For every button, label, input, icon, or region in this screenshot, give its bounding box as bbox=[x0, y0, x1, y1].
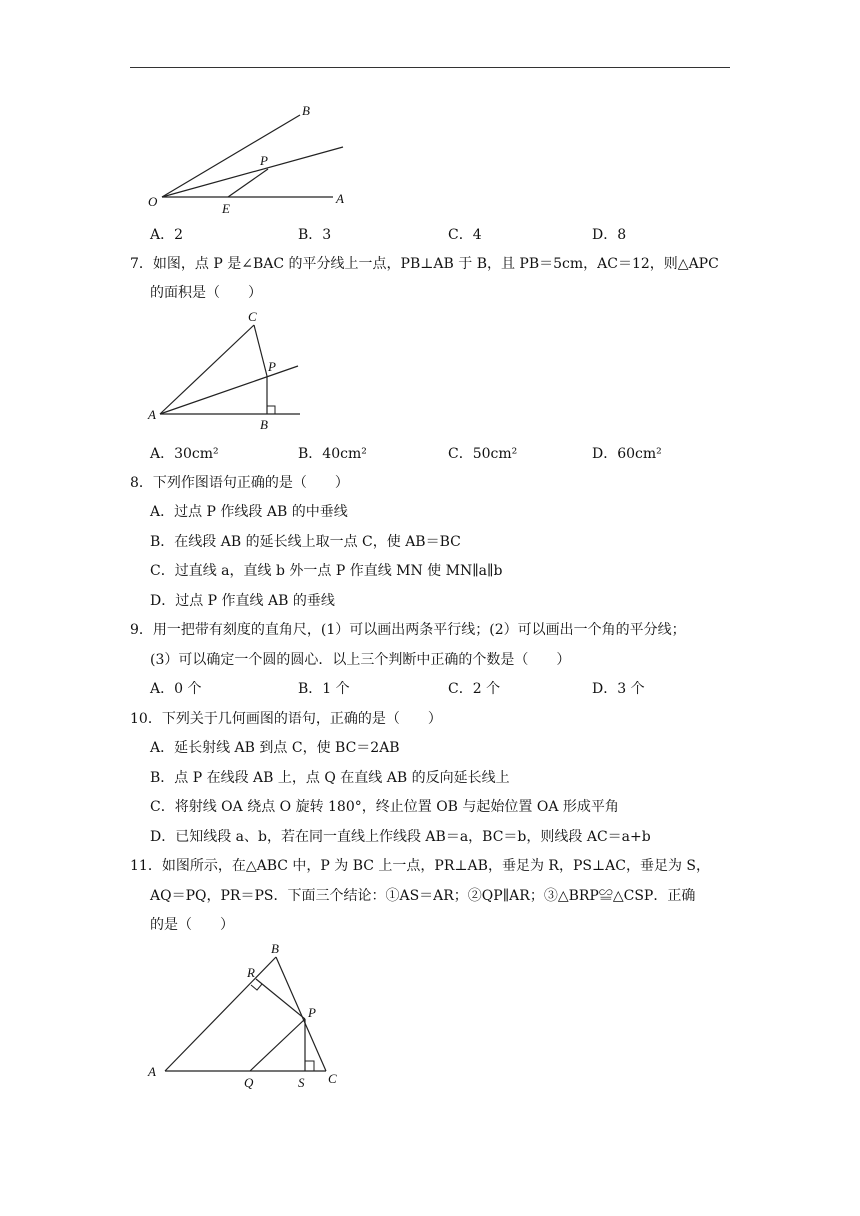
figure-q11-triangle bbox=[140, 935, 360, 1095]
q7-options bbox=[150, 444, 710, 464]
q8-option-a[interactable]: A．过点 P 作线段 AB 的中垂线 bbox=[150, 504, 348, 520]
label-e: E bbox=[222, 201, 230, 216]
q8-option-d[interactable]: D．过点 P 作直线 AB 的垂线 bbox=[150, 593, 335, 609]
q7-stem-line1: 7．如图，点 P 是∠BAC 的平分线上一点，PB⊥AB 于 B，且 PB＝5cm，AC＝12，则△APC bbox=[130, 256, 719, 272]
header-rule bbox=[130, 67, 730, 68]
right-angle-mark bbox=[267, 406, 275, 414]
q9-option-c[interactable]: C．2 个 bbox=[448, 681, 501, 697]
angle-bisector bbox=[160, 366, 298, 414]
label-a: A bbox=[336, 191, 344, 206]
q8-option-b[interactable]: B．在线段 AB 的延长线上取一点 C，使 AB＝BC bbox=[150, 534, 461, 550]
label-c: C bbox=[248, 309, 257, 324]
q10-option-a[interactable]: A．延长射线 AB 到点 C，使 BC＝2AB bbox=[150, 740, 400, 756]
label-p: P bbox=[260, 153, 268, 168]
q10-stem: 10．下列关于几何画图的语句，正确的是（ ） bbox=[130, 711, 442, 727]
q6-option-d[interactable]: D．8 bbox=[592, 227, 627, 243]
figure-q7-triangle bbox=[140, 305, 320, 435]
q6-option-c[interactable]: C．4 bbox=[448, 227, 482, 243]
side-bc bbox=[276, 957, 326, 1071]
right-angle-mark-r bbox=[251, 984, 262, 990]
q9-option-b[interactable]: B．1 个 bbox=[298, 681, 350, 697]
segment-pr bbox=[256, 979, 305, 1019]
q7-stem-line2: 的面积是（ ） bbox=[150, 285, 262, 301]
q9-options bbox=[150, 679, 710, 699]
label-r: R bbox=[247, 965, 255, 980]
q11-stem-line2: AQ＝PQ，PR＝PS．下面三个结论：①AS＝AR；②QP∥AR；③△BRP≌△CSP．正确 bbox=[150, 888, 696, 904]
label-s: S bbox=[298, 1075, 305, 1090]
label-b: B bbox=[260, 417, 268, 432]
right-angle-mark-s bbox=[305, 1061, 314, 1071]
q11-stem-line1: 11．如图所示，在△ABC 中，P 为 BC 上一点，PR⊥AB，垂足为 R，PS⊥AC，垂足为 S， bbox=[130, 858, 710, 874]
segment-ac bbox=[160, 325, 254, 414]
q11-stem-line3: 的是（ ） bbox=[150, 917, 234, 933]
label-a: A bbox=[148, 1064, 156, 1079]
q6-options bbox=[150, 225, 710, 245]
segment-cp bbox=[254, 325, 267, 376]
q8-stem: 8．下列作图语句正确的是（ ） bbox=[130, 475, 349, 491]
label-q: Q bbox=[244, 1075, 254, 1090]
label-p: P bbox=[268, 359, 276, 374]
q9-stem-line2: (3）可以确定一个圆的圆心．以上三个判断中正确的个数是（ ） bbox=[150, 652, 571, 668]
q7-option-d[interactable]: D．60cm² bbox=[592, 446, 662, 462]
side-ab bbox=[165, 957, 276, 1071]
segment-pq bbox=[250, 1019, 305, 1071]
label-a: A bbox=[148, 407, 156, 422]
q9-option-d[interactable]: D．3 个 bbox=[592, 681, 645, 697]
q9-stem-line1: 9．用一把带有刻度的直角尺，(1）可以画出两条平行线；(2）可以画出一个角的平分线； bbox=[130, 622, 686, 638]
q10-option-d[interactable]: D．已知线段 a、b，若在同一直线上作线段 AB＝a，BC＝b，则线段 AC＝a+b bbox=[150, 829, 651, 845]
label-p: P bbox=[308, 1005, 316, 1020]
q8-option-c[interactable]: C．过直线 a，直线 b 外一点 P 作直线 MN 使 MN∥a∥b bbox=[150, 563, 503, 579]
label-c: C bbox=[328, 1071, 337, 1086]
q7-option-c[interactable]: C．50cm² bbox=[448, 446, 518, 462]
q6-option-a[interactable]: A．2 bbox=[150, 227, 184, 243]
label-b: B bbox=[271, 941, 279, 956]
q10-option-b[interactable]: B．点 P 在线段 AB 上，点 Q 在直线 AB 的反向延长线上 bbox=[150, 770, 510, 786]
q9-option-a[interactable]: A．0 个 bbox=[150, 681, 202, 697]
figure-q6-angle bbox=[140, 95, 360, 220]
q7-option-b[interactable]: B．40cm² bbox=[298, 446, 367, 462]
ray-op bbox=[162, 147, 343, 197]
label-b: B bbox=[302, 103, 310, 118]
label-o: O bbox=[148, 194, 158, 209]
q10-option-c[interactable]: C．将射线 OA 绕点 O 旋转 180°，终止位置 OB 与起始位置 OA 形成平角 bbox=[150, 799, 619, 815]
q7-option-a[interactable]: A．30cm² bbox=[150, 446, 219, 462]
q6-option-b[interactable]: B．3 bbox=[298, 227, 332, 243]
ray-ob bbox=[162, 115, 300, 197]
